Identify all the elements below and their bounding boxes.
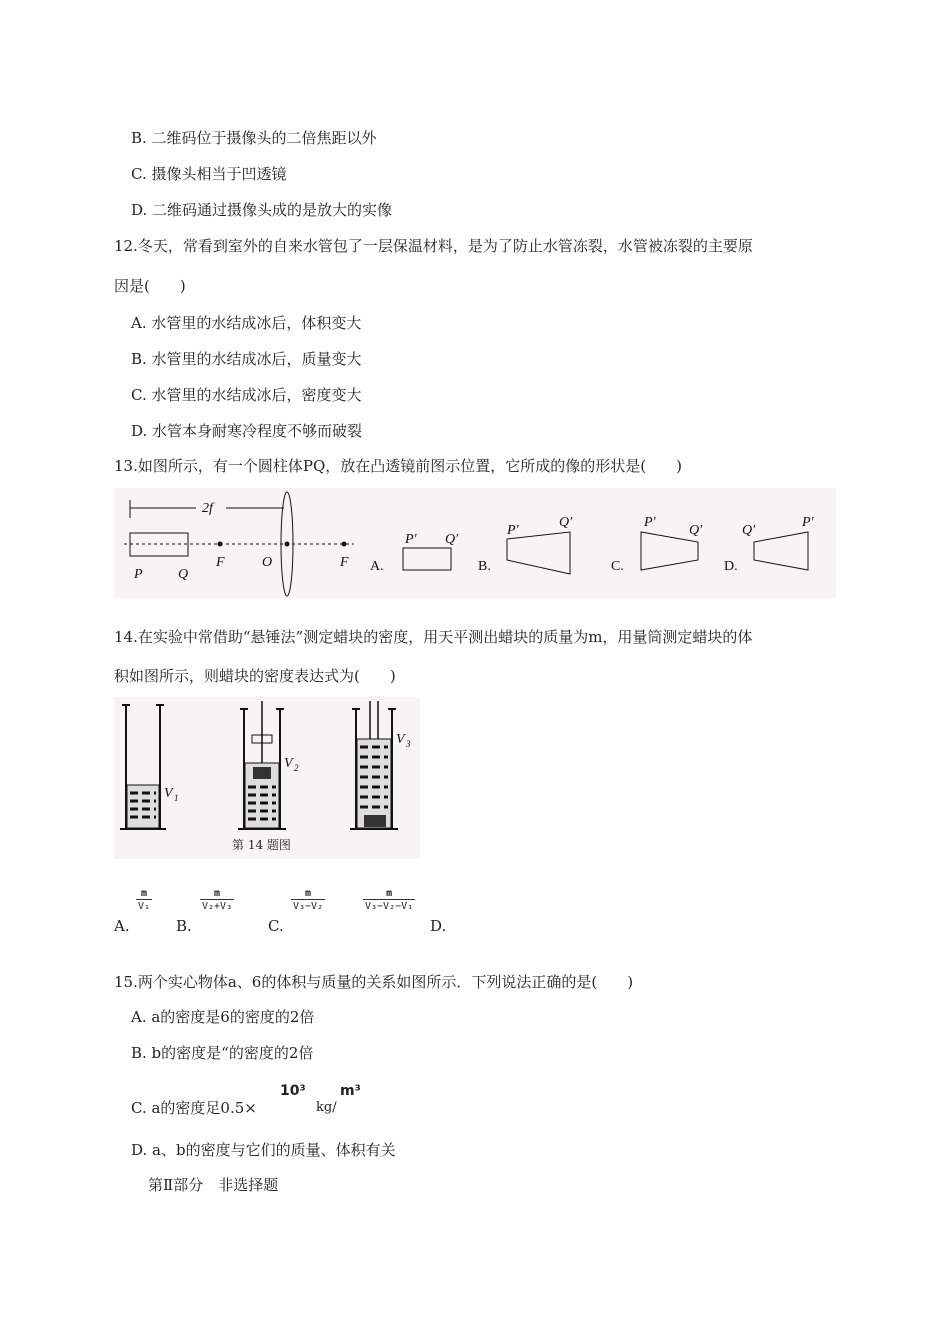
focus-left	[218, 542, 223, 547]
q14-option-d-label: D.	[430, 917, 447, 935]
q14-cylinder-figure	[114, 697, 420, 859]
q15-option-c-unit-kg: kg/	[316, 1100, 337, 1115]
q15-option-c-prefix: C. a的密度足0.5×	[131, 1099, 257, 1117]
q14-option-a-den: V₁	[138, 901, 151, 912]
option-c-label-qp: Q′	[689, 523, 703, 538]
q11-option-c: C. 摄像头相当于凹透镜	[131, 165, 287, 183]
optical-center	[285, 542, 290, 547]
label-v3-sub: 3	[406, 739, 411, 749]
label-f-left: F	[216, 555, 225, 570]
option-c-label-pp: P′	[644, 515, 656, 530]
q14-cylinder-diagram	[114, 697, 420, 859]
q14-stem-line1: 14.在实验中常借助“悬锤法”测定蜡块的密度，用天平测出蜡块的质量为m，用量筒测定蜡块的体	[114, 628, 753, 646]
q14-option-b-fraction	[200, 888, 234, 912]
q11-option-d: D. 二维码通过摄像头成的是放大的实像	[131, 201, 393, 219]
q15-option-c-unit-m3: m³	[340, 1083, 361, 1099]
q13-lens-diagram	[114, 488, 836, 598]
option-b-image	[507, 532, 570, 574]
q12-stem-line2: 因是( )	[114, 277, 186, 295]
q14-option-a-fraction	[136, 888, 152, 912]
q13-option-c-label: C.	[611, 559, 624, 574]
label-p: P	[134, 567, 143, 582]
label-v2-sub: 2	[294, 763, 299, 773]
label-q: Q	[178, 567, 189, 582]
figure-caption: 第 14 题图	[232, 838, 291, 852]
q14-option-c-num: m	[305, 888, 312, 899]
label-v1: V	[164, 786, 173, 801]
label-o: O	[262, 555, 273, 570]
q13-lens-figure	[114, 488, 836, 598]
option-d-label-qp: Q′	[742, 523, 756, 538]
q14-option-a-num: m	[141, 888, 148, 899]
option-b-label-pp: P′	[507, 523, 519, 538]
q12-option-d: D. 水管本身耐寒冷程度不够而破裂	[131, 422, 363, 440]
q15-option-b: B. b的密度是“的密度的2倍	[131, 1044, 314, 1062]
option-d-label-pp: P′	[802, 515, 814, 530]
option-d-image	[754, 532, 808, 570]
q14-option-c-fraction	[291, 888, 325, 912]
q13-option-b-label: B.	[478, 559, 491, 574]
label-2f: 2f	[202, 501, 213, 516]
q13-stem: 13.如图所示，有一个圆柱体PQ，放在凸透镜前图示位置，它所成的像的形状是( )	[114, 457, 682, 475]
option-b-label-qp: Q′	[559, 515, 573, 530]
focus-right	[342, 542, 347, 547]
q14-option-d-den: V₃−V₂−V₁	[365, 901, 414, 912]
q13-option-d-label: D.	[724, 559, 738, 574]
q14-stem-line2: 积如图所示，则蜡块的密度表达式为( )	[114, 667, 396, 685]
q12-option-b: B. 水管里的水结成冰后，质量变大	[131, 350, 362, 368]
q15-stem: 15.两个实心物体a、6的体积与质量的关系如图所示．下列说法正确的是( )	[114, 973, 634, 991]
q14-option-b-den: V₂+V₃	[202, 901, 233, 912]
q15-option-a: A. a的密度是6的密度的2倍	[131, 1008, 315, 1026]
q14-option-c-label: C.	[268, 917, 284, 935]
q14-option-d-fraction	[363, 888, 415, 912]
option-a-image	[403, 548, 451, 570]
option-a-label-pp: P′	[405, 532, 417, 547]
option-a-label-qp: Q′	[445, 532, 459, 547]
q12-option-c: C. 水管里的水结成冰后，密度变大	[131, 386, 362, 404]
section-heading: 第Ⅱ部分 非选择题	[148, 1176, 279, 1194]
label-f-right: F	[340, 555, 349, 570]
cylinder-3	[350, 701, 398, 829]
label-v3: V	[396, 732, 405, 747]
q15-option-d: D. a、b的密度与它们的质量、体积有关	[131, 1141, 396, 1159]
q14-option-a-label: A.	[114, 917, 130, 935]
q14-option-b-label: B.	[176, 917, 192, 935]
label-v2: V	[284, 756, 293, 771]
q14-option-c-den: V₃−V₂	[293, 901, 324, 912]
q15-option-c-power: 10³	[280, 1083, 306, 1099]
q11-option-b: B. 二维码位于摄像头的二倍焦距以外	[131, 129, 377, 147]
cylinder-1	[120, 705, 166, 829]
q14-option-b-num: m	[214, 888, 221, 899]
cylinder-2	[238, 701, 286, 829]
q13-option-a-label: A.	[370, 559, 384, 574]
q12-stem-line1: 12.冬天，常看到室外的自来水管包了一层保温材料，是为了防止水管冻裂，水管被冻裂的主要原	[114, 237, 753, 255]
q12-option-a: A. 水管里的水结成冰后，体积变大	[131, 314, 362, 332]
label-v1-sub: 1	[174, 793, 179, 803]
q14-option-d-num: m	[386, 888, 393, 899]
